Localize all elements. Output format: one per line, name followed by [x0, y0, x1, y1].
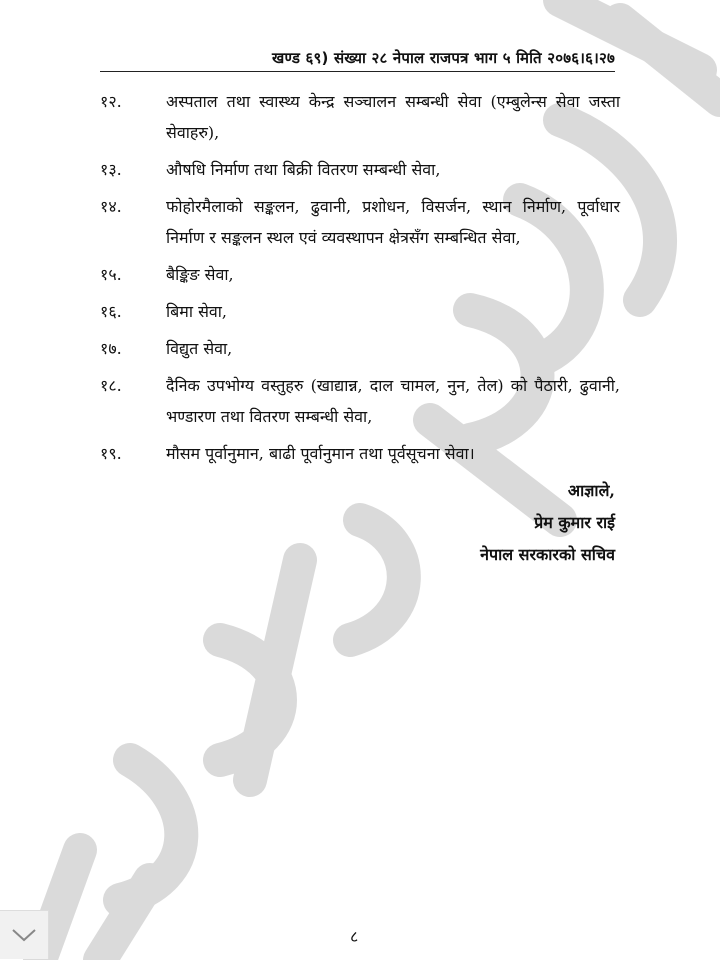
- list-item: [100, 154, 620, 185]
- item-number: १७.: [100, 339, 122, 358]
- item-text: विद्युत सेवा,: [166, 339, 233, 358]
- list-item: [100, 438, 620, 469]
- item-text: औषधि निर्माण तथा बिक्री वितरण सम्बन्धी सेवा,: [166, 160, 441, 179]
- page-number: ८: [350, 927, 359, 946]
- list-item: [100, 370, 620, 432]
- gazette-header: खण्ड ६९) संख्या २८ नेपाल राजपत्र भाग ५ मिति २०७६।६।२७: [272, 49, 615, 67]
- order-line: आज्ञाले,: [567, 481, 615, 500]
- list-item: [100, 259, 620, 290]
- item-text: बिमा सेवा,: [166, 302, 228, 321]
- item-text: बैङ्किङ सेवा,: [166, 265, 234, 284]
- list-item: [100, 296, 620, 327]
- signature-block: [480, 475, 615, 571]
- list-item: [100, 333, 620, 364]
- item-number: १६.: [100, 302, 122, 321]
- item-number: १५.: [100, 265, 122, 284]
- signatory-name: प्रेम कुमार राई: [534, 513, 615, 532]
- service-list: [100, 86, 620, 475]
- item-text: मौसम पूर्वानुमान, बाढी पूर्वानुमान तथा पूर्वसूचना सेवा।: [166, 444, 475, 463]
- item-number: १९.: [100, 444, 122, 463]
- list-item: [100, 86, 620, 148]
- item-text: अस्पताल तथा स्वास्थ्य केन्द्र सञ्चालन सम्बन्धी सेवा (एम्बुलेन्स सेवा जस्ता सेवाहरु),: [166, 92, 620, 142]
- item-number: १४.: [100, 197, 122, 216]
- item-number: १२.: [100, 92, 122, 111]
- list-item: [100, 191, 620, 253]
- item-number: १३.: [100, 160, 122, 179]
- signatory-title: नेपाल सरकारको सचिव: [480, 545, 615, 564]
- item-text: फोहोरमैलाको सङ्कलन, ढुवानी, प्रशोधन, विसर्जन, स्थान निर्माण, पूर्वाधार निर्माण र सङ्कलन स्थल एवं व्यवस्थापन क्षेत्रसँग सम्बन्धित सेवा,: [166, 197, 620, 247]
- item-number: १८.: [100, 376, 122, 395]
- item-text: दैनिक उपभोग्य वस्तुहरु (खाद्यान्न, दाल चामल, नुन, तेल) को पैठारी, ढुवानी, भण्डारण तथा वितरण सम्बन्धी सेवा,: [166, 376, 620, 426]
- chevron-down-icon[interactable]: [0, 910, 49, 959]
- header-rule: [100, 71, 615, 72]
